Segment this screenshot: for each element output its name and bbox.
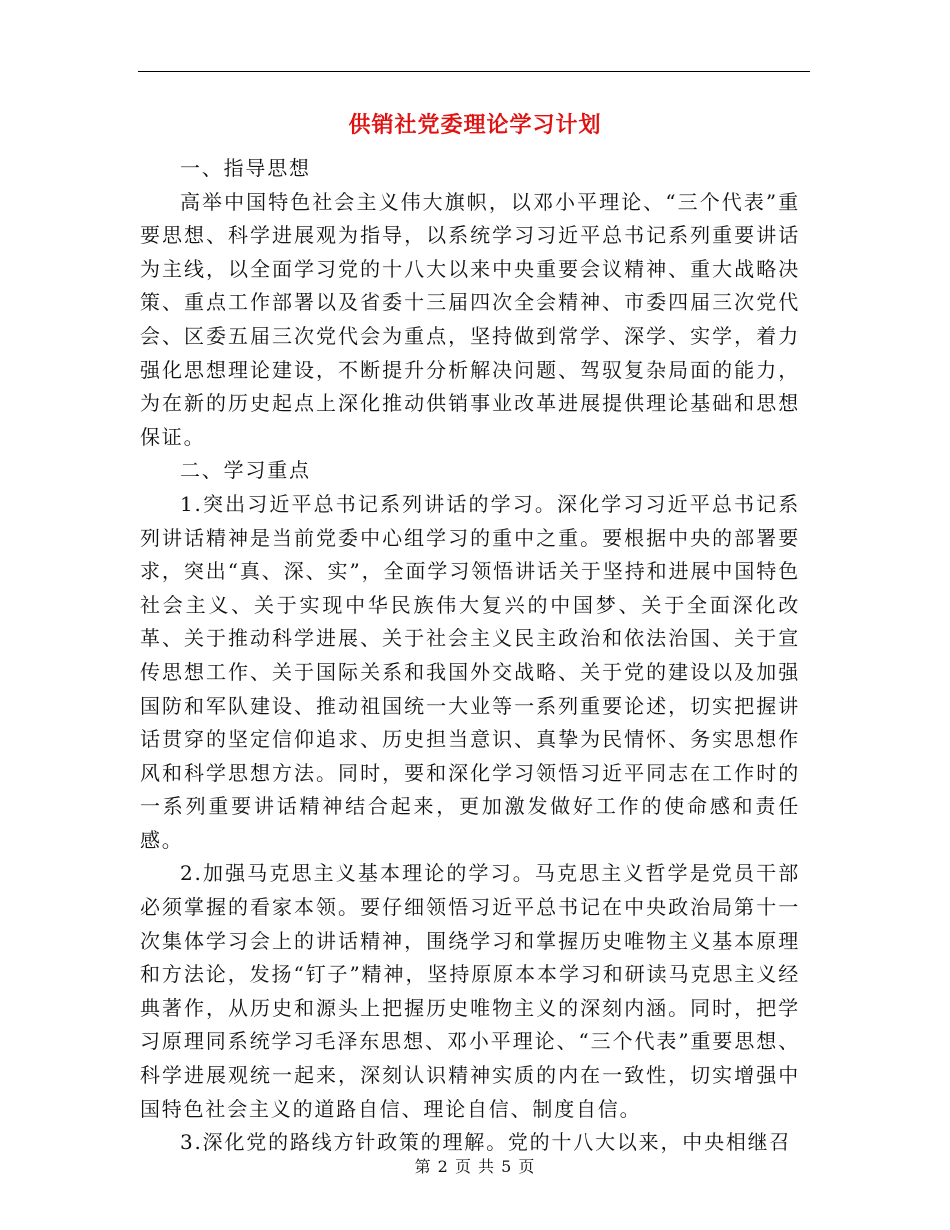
- section-heading-study-focus: 二、学习重点: [180, 458, 311, 483]
- paragraph-guiding-ideology: 高举中国特色社会主义伟大旗帜，以邓小平理论、“三个代表”重要思想、科学进展观为指导，以系统学习习近平总书记系列重要讲话为主线，以全面学习党的十八大以来中央重要会议精神、重大战略决策、重点工作部署以及省委十三届四次全会精神、市委四届三次党代会、区委五届三次党代会为重点，坚持做到常学、深学、实学，着力强化思想理论建设，不断提升分析解决问题、驾驭复杂局面的能力，为在新的历史起点上深化推动供销事业改革进展提供理论基础和思想保证。: [140, 189, 800, 449]
- section-heading-guiding-ideology: 一、指导思想: [180, 156, 311, 180]
- paragraph-study-item-3: 3.深化党的路线方针政策的理解。党的十八大以来，中央相继召: [180, 1130, 792, 1155]
- document-body: [140, 152, 800, 1160]
- paragraph-study-item-1: 1.突出习近平总书记系列讲话的学习。深化学习习近平总书记系列讲话精神是当前党委中心组学习的重中之重。要根据中央的部署要求，突出“真、深、实”，全面学习领悟讲话关于坚持和进展中国特色社会主义、关于实现中华民族伟大复兴的中国梦、关于全面深化改革、关于推动科学进展、关于社会主义民主政治和依法治国、关于宣传思想工作、关于国际关系和我国外交战略、关于党的建设以及加强国防和军队建设、推动祖国统一大业等一系列重要论述，切实把握讲话贯穿的坚定信仰追求、历史担当意识、真挚为民情怀、务实思想作风和科学思想方法。同时，要和深化学习领悟习近平同志在工作时的一系列重要讲话精神结合起来，更加激发做好工作的使命感和责任感。: [140, 491, 800, 852]
- header-rule: [138, 71, 810, 72]
- paragraph-study-item-2: 2.加强马克思主义基本理论的学习。马克思主义哲学是党员干部必须掌握的看家本领。要仔细领悟习近平总书记在中央政治局第十一次集体学习会上的讲话精神，围绕学习和掌握历史唯物主义基本原理和方法论，发扬“钉子”精神，坚持原原本本学习和研读马克思主义经典著作，从历史和源头上把握历史唯物主义的深刻内涵。同时，把学习原理同系统学习毛泽东思想、邓小平理论、“三个代表”重要思想、科学进展观统一起来，深刻认识精神实质的内在一致性，切实增强中国特色社会主义的道路自信、理论自信、制度自信。: [140, 861, 800, 1121]
- page-number-footer: 第 2 页 共 5 页: [414, 1157, 536, 1176]
- document-title: 供销社党委理论学习计划: [348, 112, 602, 138]
